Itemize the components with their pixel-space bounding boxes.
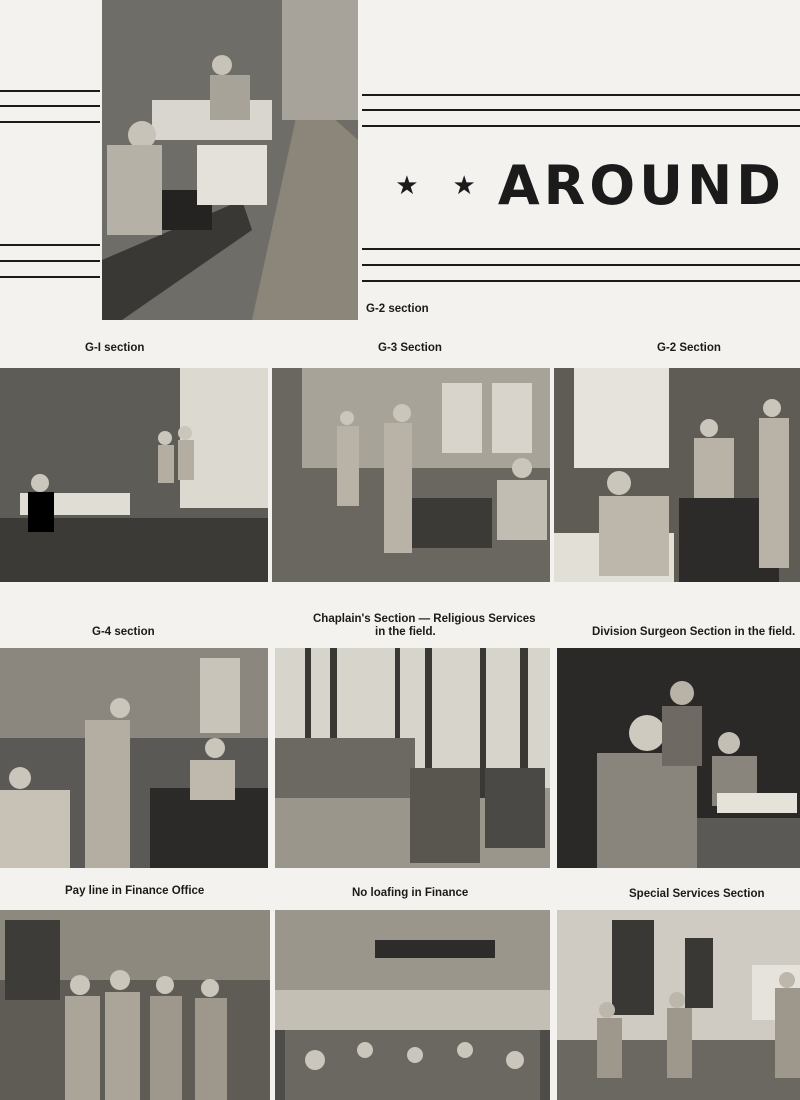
photo-finance-payline (0, 910, 270, 1100)
right-rule-5 (362, 264, 800, 266)
caption-g4: G-4 section (92, 626, 155, 638)
photo-chaplain-services (275, 648, 550, 868)
page-title: AROUND (497, 153, 785, 217)
caption-special-services: Special Services Section (629, 888, 765, 900)
caption-g3: G-3 Section (378, 342, 442, 354)
left-rule-5 (0, 260, 100, 262)
photo-special-services (557, 910, 800, 1100)
right-rule-1 (362, 94, 800, 96)
caption-chaplain-line2: in the field. (375, 626, 436, 638)
caption-g2: G-2 Section (657, 342, 721, 354)
right-rule-4 (362, 248, 800, 250)
photo-surgeon-section (557, 648, 800, 868)
photo-g3-section (272, 368, 550, 582)
caption-finance: No loafing in Finance (352, 887, 469, 899)
left-rule-4 (0, 244, 100, 246)
page-title-block (395, 150, 785, 220)
left-rule-2 (0, 105, 100, 107)
photo-finance-office (275, 910, 550, 1100)
caption-payline: Pay line in Finance Office (65, 885, 205, 897)
photo-g2-office (102, 0, 358, 320)
caption-g1: G-I section (85, 342, 145, 354)
right-rule-3 (362, 125, 800, 127)
caption-top-photo: G-2 section (366, 303, 429, 315)
right-rule-2 (362, 109, 800, 111)
left-rule-3 (0, 121, 100, 123)
photo-g2-section (554, 368, 800, 582)
star-icon: ★ (395, 170, 419, 200)
right-rule-6 (362, 280, 800, 282)
left-rule-6 (0, 276, 100, 278)
caption-surgeon: Division Surgeon Section in the field. (592, 626, 796, 638)
star-icon: ★ (452, 170, 476, 200)
photo-g4-section (0, 648, 268, 868)
photo-g1-section (0, 368, 268, 582)
caption-chaplain-line1: Chaplain's Section — Religious Services (313, 613, 536, 625)
left-rule-1 (0, 90, 100, 92)
